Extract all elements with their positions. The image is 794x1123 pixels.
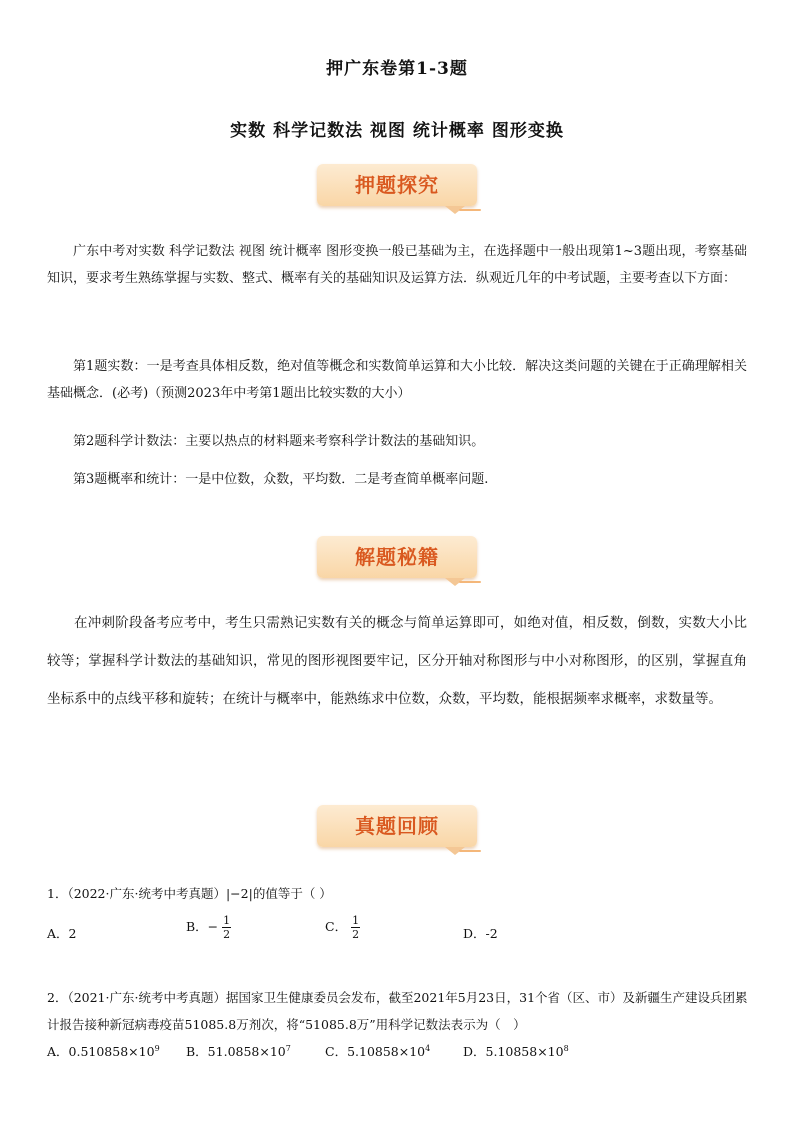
question-1-option-c-label: C．: [325, 919, 348, 934]
question-1-option-d: D．-2: [463, 926, 498, 941]
question-2-option-b: [186, 1042, 291, 1060]
question-2-option-a: [47, 1042, 160, 1060]
question-2-option-c: [325, 1042, 430, 1060]
fraction-numerator: 1: [352, 914, 360, 927]
section-badge-review: [317, 805, 477, 847]
question-2: 2．（2021·广东·统考中考真题）据国家卫生健康委员会发布，截至2021年5月23日，31个省（区、市）及新疆生产建设兵团累计报告接种新冠病毒疫苗51085.8万剂次，将“51085.8万”用科学记数法表示为（ ）: [47, 990, 748, 1032]
fraction-denominator: 2: [352, 928, 360, 941]
question-1-suffix: 的值等于（ ）: [252, 886, 332, 901]
section-badge-explore: [317, 164, 477, 206]
explore-point-3: 第3题概率和统计：一是中位数，众数，平均数．二是考查简单概率问题.: [73, 472, 489, 487]
fraction-denominator: 2: [223, 928, 231, 941]
question-1-prefix: 1．（2022·广东·统考中考真题）: [47, 886, 226, 901]
question-1: [47, 882, 757, 905]
explore-point-1: 第1题实数：一是考查具体相反数，绝对值等概念和实数简单运算和大小比较．解决这类问题的关键在于正确理解相关基础概念．(必考)（预测2023年中考第1题出比较实数的大小）: [47, 359, 747, 401]
section-badge-secrets-label: 解题秘籍: [355, 545, 439, 569]
option-a-exponent: 9: [154, 1043, 160, 1053]
secrets-text: 在冲刺阶段备考应考中，考生只需熟记实数有关的概念与简单运算即可，如绝对值，相反数，倒数，实数大小比较等；掌握科学计数法的基础知识，常见的图形视图要牢记，区分开轴对称图形与中小对称图形，的区别，掌握直角坐标系中的点线平移和旋转；在统计与概率中，能熟练求中位数，众数，平均数，能根据频率求概率，求数量等。: [47, 615, 747, 707]
section-badge-explore-label: 押题探究: [355, 173, 439, 197]
question-1-option-b: [186, 914, 231, 941]
question-2-option-d: [463, 1042, 569, 1060]
option-d-base: D．5.10858×10: [463, 1044, 564, 1059]
fraction-numerator: 1: [223, 914, 231, 927]
question-1-option-c-fraction: [351, 914, 360, 941]
section-badge-review-label: 真题回顾: [355, 814, 439, 838]
section-badge-secrets: [317, 536, 477, 578]
explore-point-2: 第2题科学计数法：主要以热点的材料题来考察科学计数法的基础知识。: [73, 434, 485, 449]
page-subtitle: 实数 科学记数法 视图 统计概率 图形变换: [230, 121, 564, 141]
question-1-option-b-label: B．−: [186, 919, 219, 934]
question-1-expression: |−2|: [225, 886, 253, 901]
question-1-option-c: [325, 914, 360, 941]
option-c-exponent: 4: [425, 1043, 431, 1053]
option-c-base: C．5.10858×10: [325, 1044, 426, 1059]
option-b-exponent: 7: [285, 1043, 291, 1053]
explore-intro: 广东中考对实数 科学记数法 视图 统计概率 图形变换一般已基础为主，在选择题中一般出现第1~3题出现，考察基础知识，要求考生熟练掌握与实数、整式、概率有关的基础知识及运算方法．纵观近几年的中考试题，主要考查以下方面：: [47, 244, 747, 286]
option-d-exponent: 8: [563, 1043, 569, 1053]
option-b-base: B．51.0858×10: [186, 1044, 286, 1059]
option-a-base: A．0.510858×10: [47, 1044, 155, 1059]
question-1-option-a: A．2: [47, 926, 77, 941]
page-title: 押广东卷第1-3题: [326, 59, 468, 79]
question-1-option-b-fraction: [222, 914, 231, 941]
